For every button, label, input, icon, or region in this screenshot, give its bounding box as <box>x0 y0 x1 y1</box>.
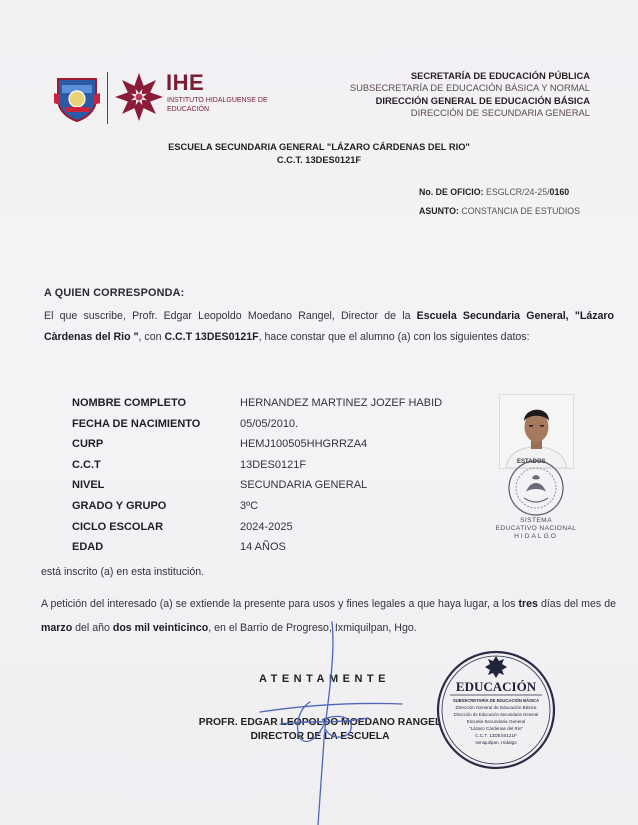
ihe-logo-subtitle: INSTITUTO HIDALGUENSE DE EDUCACIÓN <box>167 97 268 113</box>
school-stamp <box>434 648 558 772</box>
field-value: 3ºC <box>240 499 259 512</box>
stamp-line-7: Ixmiquilpan, Hidalgo <box>475 740 517 745</box>
stamp-line-4: Escuela Secundaria General <box>466 719 526 724</box>
oficio-number-prefix: ESGLCR/24-25/ <box>485 187 550 197</box>
closing-year: dos mil veinticinco <box>112 622 209 634</box>
intro-school-name: Escuela Secundaria General, "Lázaro Càrdenas del Rio " <box>44 310 614 343</box>
field-label: C.C.T <box>72 458 101 471</box>
stamp-line-1: SUBSECRETARÍA DE EDUCACIÓN BÁSICA <box>452 698 540 703</box>
signer-name: PROFR. EDGAR LEOPOLDO MOEDANO RANGEL <box>198 717 442 728</box>
seal-top-text: ESTADOS <box>517 459 546 465</box>
hidalgo-shield-logo <box>52 73 102 123</box>
seal-caption-2: EDUCATIVO NACIONAL <box>495 525 577 532</box>
school-cct: C.C.T. 13DES0121F <box>276 155 362 165</box>
intro-paragraph <box>44 306 614 348</box>
oficio-number: 0160 <box>549 187 570 197</box>
field-value: HEMJ100505HHGRRZA4 <box>240 438 368 451</box>
seal-caption-3: HIDALGO <box>514 533 558 540</box>
sep-line-1: SECRETARÍA DE EDUCACIÓN PÚBLICA <box>410 70 590 81</box>
field-value: SECUNDARIA GENERAL <box>240 479 368 492</box>
asunto-label: ASUNTO: <box>419 206 459 216</box>
signer-title: DIRECTOR DE LA ESCUELA <box>250 730 390 742</box>
stamp-title: EDUCACIÓN <box>455 679 537 694</box>
field-value: 14 AÑOS <box>240 541 286 554</box>
handwritten-signature <box>240 620 440 825</box>
school-heading <box>0 141 638 167</box>
oficio-block <box>419 183 580 221</box>
field-label: GRADO Y GRUPO <box>72 499 167 512</box>
field-label: CURP <box>72 438 104 451</box>
seal-caption <box>486 517 586 541</box>
ihe-logo-text: IHE <box>166 70 205 95</box>
closing-day: tres <box>518 598 538 610</box>
intro-text-3: , hace constar que el alumno (a) con los siguientes datos: <box>258 331 530 343</box>
field-label: FECHA DE NACIMIENTO <box>72 417 201 430</box>
field-label: NIVEL <box>72 479 105 492</box>
stamp-line-3: Dirección de Educación Secundaria General <box>453 712 539 717</box>
field-value: 05/05/2010. <box>240 417 299 430</box>
intro-cct: C.C.T 13DES0121F <box>164 331 259 343</box>
student-row <box>72 537 442 558</box>
student-row <box>72 475 442 496</box>
field-value: 13DES0121F <box>240 458 307 471</box>
asunto-line <box>419 202 580 221</box>
sep-line-3: DIRECCIÓN GENERAL DE EDUCACIÓN BÁSICA <box>375 94 590 106</box>
seal-caption-1: SISTEMA <box>520 517 552 524</box>
sep-line-4: DIRECCIÓN DE SECUNDARIA GENERAL <box>410 106 590 118</box>
inscribed-line: está inscrito (a) en esta institución. <box>41 566 205 578</box>
student-data-table <box>72 393 442 558</box>
intro-text-1: El que suscribe, Profr. Edgar Leopoldo Moedano Rangel, Director de la <box>44 310 417 322</box>
intro-text-2: , con <box>138 331 165 343</box>
sep-header-block <box>350 70 590 119</box>
student-row <box>72 414 442 435</box>
closing-text-2: días del mes de <box>537 598 616 610</box>
stamp-line-2: Dirección General de Educación Básica <box>455 705 537 710</box>
stamp-line-5: "Lázaro Càrdenas del Rio" <box>468 726 524 731</box>
field-value: HERNANDEZ MARTINEZ JOZEF HABID <box>240 397 443 409</box>
closing-text-3: del año <box>72 622 113 634</box>
closing-text-1: A petición del interesado (a) se extiende la presente para usos y fines legales a que haya lugar, a los <box>41 598 519 610</box>
greeting: A QUIEN CORRESPONDA: <box>44 287 185 299</box>
field-value: 2024-2025 <box>240 520 293 533</box>
student-row <box>72 455 442 476</box>
field-label: CICLO ESCOLAR <box>72 520 164 533</box>
oficio-number-label: No. DE OFICIO: <box>419 187 484 197</box>
student-row <box>72 496 442 517</box>
closing-text-4: , en el Barrio de Progreso, Ixmiquilpan, Hgo. <box>208 622 417 634</box>
student-row <box>72 434 442 455</box>
national-seal-icon <box>496 456 576 518</box>
asunto-value: CONSTANCIA DE ESTUDIOS <box>461 206 580 216</box>
field-label: EDAD <box>72 541 104 554</box>
stamp-line-6: C.C.T. 13DES0121F <box>475 733 517 738</box>
sep-line-2: SUBSECRETARÍA DE EDUCACIÓN BÁSICA Y NORMAL <box>349 82 590 94</box>
oficio-number-line <box>419 183 580 202</box>
ihe-flower-logo <box>112 70 166 124</box>
student-row <box>72 393 442 414</box>
school-name: ESCUELA SECUNDARIA GENERAL "LÁZARO CÁRDENAS DEL RIO" <box>168 142 470 152</box>
atentamente-label: ATENTAMENTE <box>259 673 390 685</box>
student-row <box>72 517 442 538</box>
field-label: NOMBRE COMPLETO <box>72 397 187 409</box>
closing-month: marzo <box>41 622 73 634</box>
logo-divider <box>107 72 108 124</box>
